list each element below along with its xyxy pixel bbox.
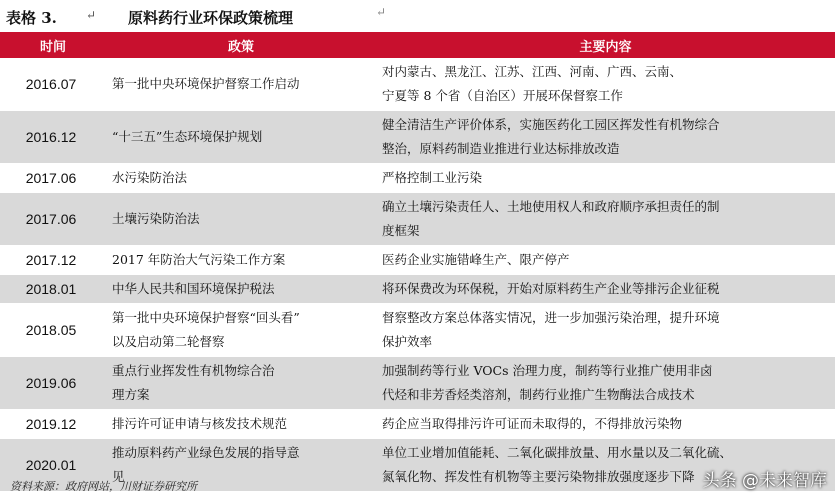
cell-content <box>376 111 835 164</box>
cell-date: 2018.05 <box>0 304 106 357</box>
cell-date: 2019.12 <box>0 410 106 439</box>
cell-policy <box>106 410 376 439</box>
cell-policy <box>106 275 376 304</box>
cell-content <box>376 357 835 410</box>
cell-policy <box>106 246 376 275</box>
cell-date: 2017.12 <box>0 246 106 275</box>
table-caption <box>0 0 835 32</box>
paragraph-mark-icon: ↵ <box>376 5 387 19</box>
content-line: 氮氧化物、挥发性有机物等主要污染物排放强度逐步下降 <box>382 469 695 484</box>
cell-date: 2017.06 <box>0 193 106 246</box>
content-line: 将环保费改为环保税，开始对原料药生产企业等排污企业征税 <box>382 281 720 296</box>
policy-line: 第一批中央环境保护督察“回头看” <box>112 310 300 325</box>
content-line: 加强制药等行业 VOCs 治理力度，制药等行业推广使用非卤 <box>382 363 713 378</box>
cell-policy <box>106 304 376 357</box>
table-row <box>0 304 835 357</box>
policy-line: 推动原料药产业绿色发展的指导意 <box>112 445 300 460</box>
header-date: 时间 <box>0 32 106 58</box>
table-row <box>0 357 835 410</box>
cell-content <box>376 275 835 304</box>
table-row <box>0 58 835 111</box>
cell-policy <box>106 58 376 111</box>
cell-content <box>376 193 835 246</box>
policy-line: 重点行业挥发性有机物综合治 <box>112 363 275 378</box>
policy-line: 土壤污染防治法 <box>112 211 200 226</box>
cell-date: 2018.01 <box>0 275 106 304</box>
content-line: 单位工业增加值能耗、二氧化碳排放量、用水量以及二氧化硫、 <box>382 445 733 460</box>
cell-policy <box>106 111 376 164</box>
cell-policy <box>106 193 376 246</box>
return-mark-icon: ↵ <box>86 8 97 22</box>
content-line: 督察整改方案总体落实情况，进一步加强污染治理，提升环境 <box>382 310 720 325</box>
cell-policy <box>106 164 376 193</box>
content-line: 确立土壤污染责任人、土地使用权人和政府顺序承担责任的制 <box>382 199 720 214</box>
table-row <box>0 246 835 275</box>
header-policy: 政策 <box>106 32 376 58</box>
cell-date: 2016.07 <box>0 58 106 111</box>
source-note: 资料来源：政府网站，川财证券研究所 <box>10 480 197 493</box>
content-line: 严格控制工业污染 <box>382 170 483 185</box>
content-line: 健全清洁生产评价体系，实施医药化工园区挥发性有机物综合 <box>382 117 720 132</box>
content-line: 对内蒙古、黑龙江、江苏、江西、河南、广西、云南、 <box>382 64 683 79</box>
table-title: 原料药行业环保政策梳理 <box>128 9 294 27</box>
content-line: 药企应当取得排污许可证而未取得的，不得排放污染物 <box>382 416 683 431</box>
content-line: 宁夏等 8 个省（自治区）开展环保督察工作 <box>382 88 623 103</box>
content-line: 度框架 <box>382 223 420 238</box>
table-header-row <box>0 32 835 58</box>
cell-content <box>376 410 835 439</box>
policy-line: 第一批中央环境保护督察工作启动 <box>112 76 300 91</box>
table-row <box>0 193 835 246</box>
policy-line: 排污许可证申请与核发技术规范 <box>112 416 288 431</box>
cell-content <box>376 246 835 275</box>
policy-line: 理方案 <box>112 387 150 402</box>
content-line: 保护效率 <box>382 334 433 349</box>
policy-line: 2017 年防治大气污染工作方案 <box>112 252 286 267</box>
policy-table <box>0 32 835 492</box>
cell-date: 2017.06 <box>0 164 106 193</box>
policy-line: 见 <box>112 469 125 484</box>
content-line: 整治，原料药制造业推进行业达标排放改造 <box>382 141 620 156</box>
cell-content <box>376 58 835 111</box>
cell-date: 2019.06 <box>0 357 106 410</box>
cell-date: 2020.01 <box>0 439 106 492</box>
watermark: 头条 @未来智库 <box>702 471 827 491</box>
cell-content <box>376 164 835 193</box>
cell-date: 2016.12 <box>0 111 106 164</box>
table-number: 表格 3. <box>6 9 57 27</box>
content-line: 医药企业实施错峰生产、限产停产 <box>382 252 570 267</box>
table-row <box>0 410 835 439</box>
content-line: 代烃和非芳香烃类溶剂，制药行业推广生物酶法合成技术 <box>382 387 695 402</box>
table-row <box>0 111 835 164</box>
policy-line: 水污染防治法 <box>112 170 188 185</box>
policy-line: 以及启动第二轮督察 <box>112 334 225 349</box>
cell-policy <box>106 357 376 410</box>
header-content: 主要内容 <box>376 32 835 58</box>
policy-line: “十三五”生态环境保护规划 <box>112 129 263 144</box>
table-row <box>0 275 835 304</box>
policy-line: 中华人民共和国环境保护税法 <box>112 281 275 296</box>
table-row <box>0 164 835 193</box>
cell-content <box>376 304 835 357</box>
